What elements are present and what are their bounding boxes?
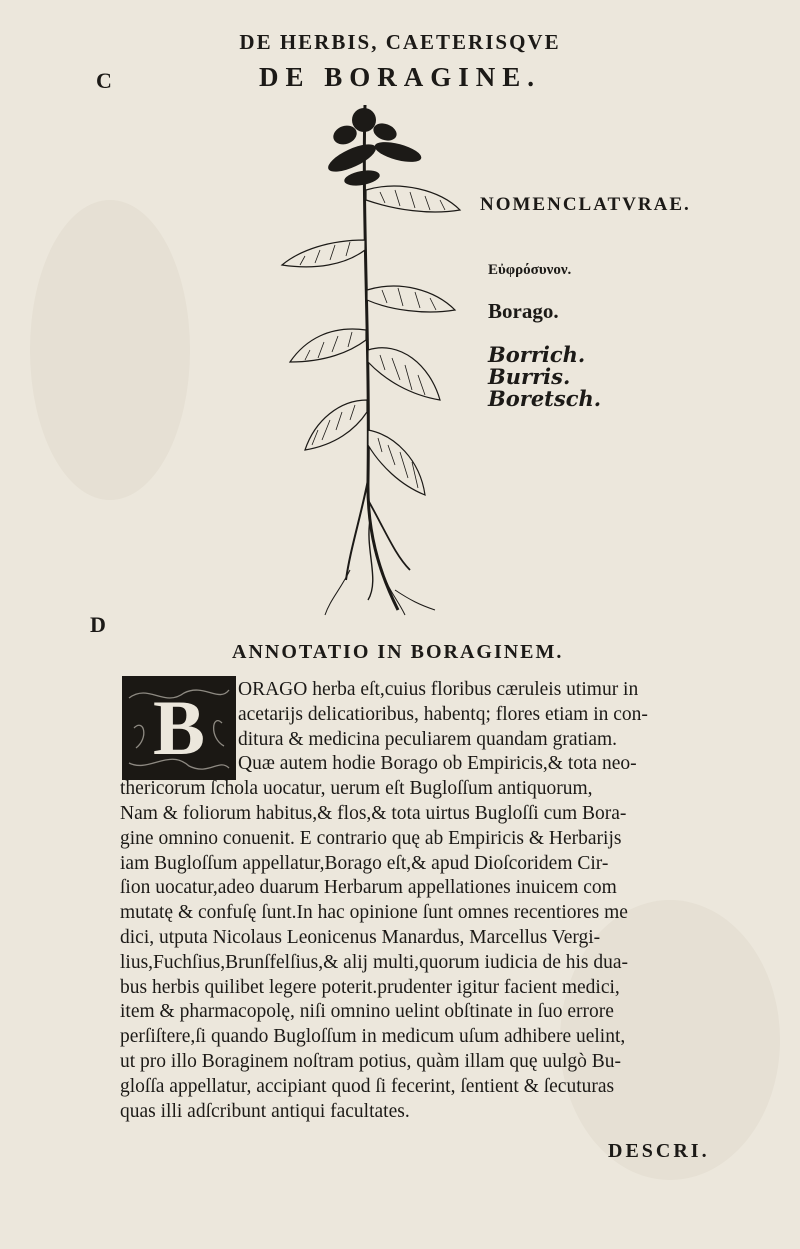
text-line: ut pro illo Boraginem noſtram potius, quàm illam quę uulgò Bu- — [120, 1050, 621, 1072]
german-name-2: Burris. — [488, 364, 571, 389]
running-head: DE HERBIS, CAETERISQVE — [239, 30, 561, 54]
text-line: thericorum ſchola uocatur, uerum eſt Bugloſſum antiquorum, — [120, 778, 593, 800]
text-line: gine omnino conuenit. E contrario quę ab Empiricis & Herbarijs — [120, 827, 622, 849]
greek-name: Εὐφρόσυνον. — [488, 262, 572, 278]
drop-cap-letter: B — [152, 684, 206, 771]
text-line: ſion uocatur,adeo duarum Herbarum appellationes inuicem com — [120, 877, 617, 899]
german-name-3: Boretsch. — [488, 386, 602, 411]
german-name-1: Borrich. — [488, 342, 586, 367]
text-line: ditura & medicina peculiarem quandam gratiam. — [238, 728, 618, 750]
paper-stain — [30, 200, 190, 500]
margin-letter-c: C — [96, 68, 112, 93]
text-line: dici, utputa Nicolaus Leonicenus Manardus, Marcellus Vergi- — [120, 926, 601, 948]
text-line: gloſſa appellatur, accipiant quod ſi fecerint, ſentient & ſecuturas — [120, 1075, 615, 1097]
text-line: item & pharmacopolę, niſi omnino uelint obſtinate in ſuo errore — [120, 1001, 614, 1023]
margin-letter-d: D — [90, 612, 106, 637]
text-line: ORAGO herba eſt,cuius floribus cæruleis utimur in — [238, 679, 639, 700]
borage-woodcut-illustration — [270, 100, 470, 620]
text-line: lius,Fuchſius,Brunſfelſius,& alij multi,quorum iudicia de his dua- — [120, 951, 629, 973]
annotation-heading: ANNOTATIO IN BORAGINEM. — [232, 641, 564, 663]
text-line: Nam & foliorum habitus,& flos,& tota uirtus Bugloſſi cum Bora- — [120, 802, 627, 824]
nomenclature-heading: NOMENCLATVRAE. — [480, 194, 691, 215]
text-line: quas illi adſcribunt antiqui facultates. — [120, 1100, 410, 1122]
text-line: bus herbis quilibet legere poterit.prudenter igitur facient medici, — [120, 976, 620, 998]
text-line: perſiſtere,ſi quando Bugloſſum in medicum uſum adhibere uelint, — [120, 1026, 626, 1048]
text-line: Quæ autem hodie Borago ob Empiricis,& tota neo- — [238, 753, 637, 775]
text-line: acetarijs delicatioribus, habentq; flores etiam in con- — [238, 703, 648, 725]
latin-name: Borago. — [488, 299, 559, 323]
text-line: mutatę & confuſę ſunt.In hac opinione ſunt omnes recentiores me — [120, 902, 628, 924]
catchword: DESCRI. — [608, 1140, 710, 1162]
page-title: DE BORAGINE. — [258, 62, 542, 92]
annotation-body — [120, 678, 720, 1124]
plant-names — [488, 262, 601, 410]
text-line: iam Bugloſſum appellatur,Borago eſt,& apud Dioſcoridem Cir- — [120, 852, 609, 874]
